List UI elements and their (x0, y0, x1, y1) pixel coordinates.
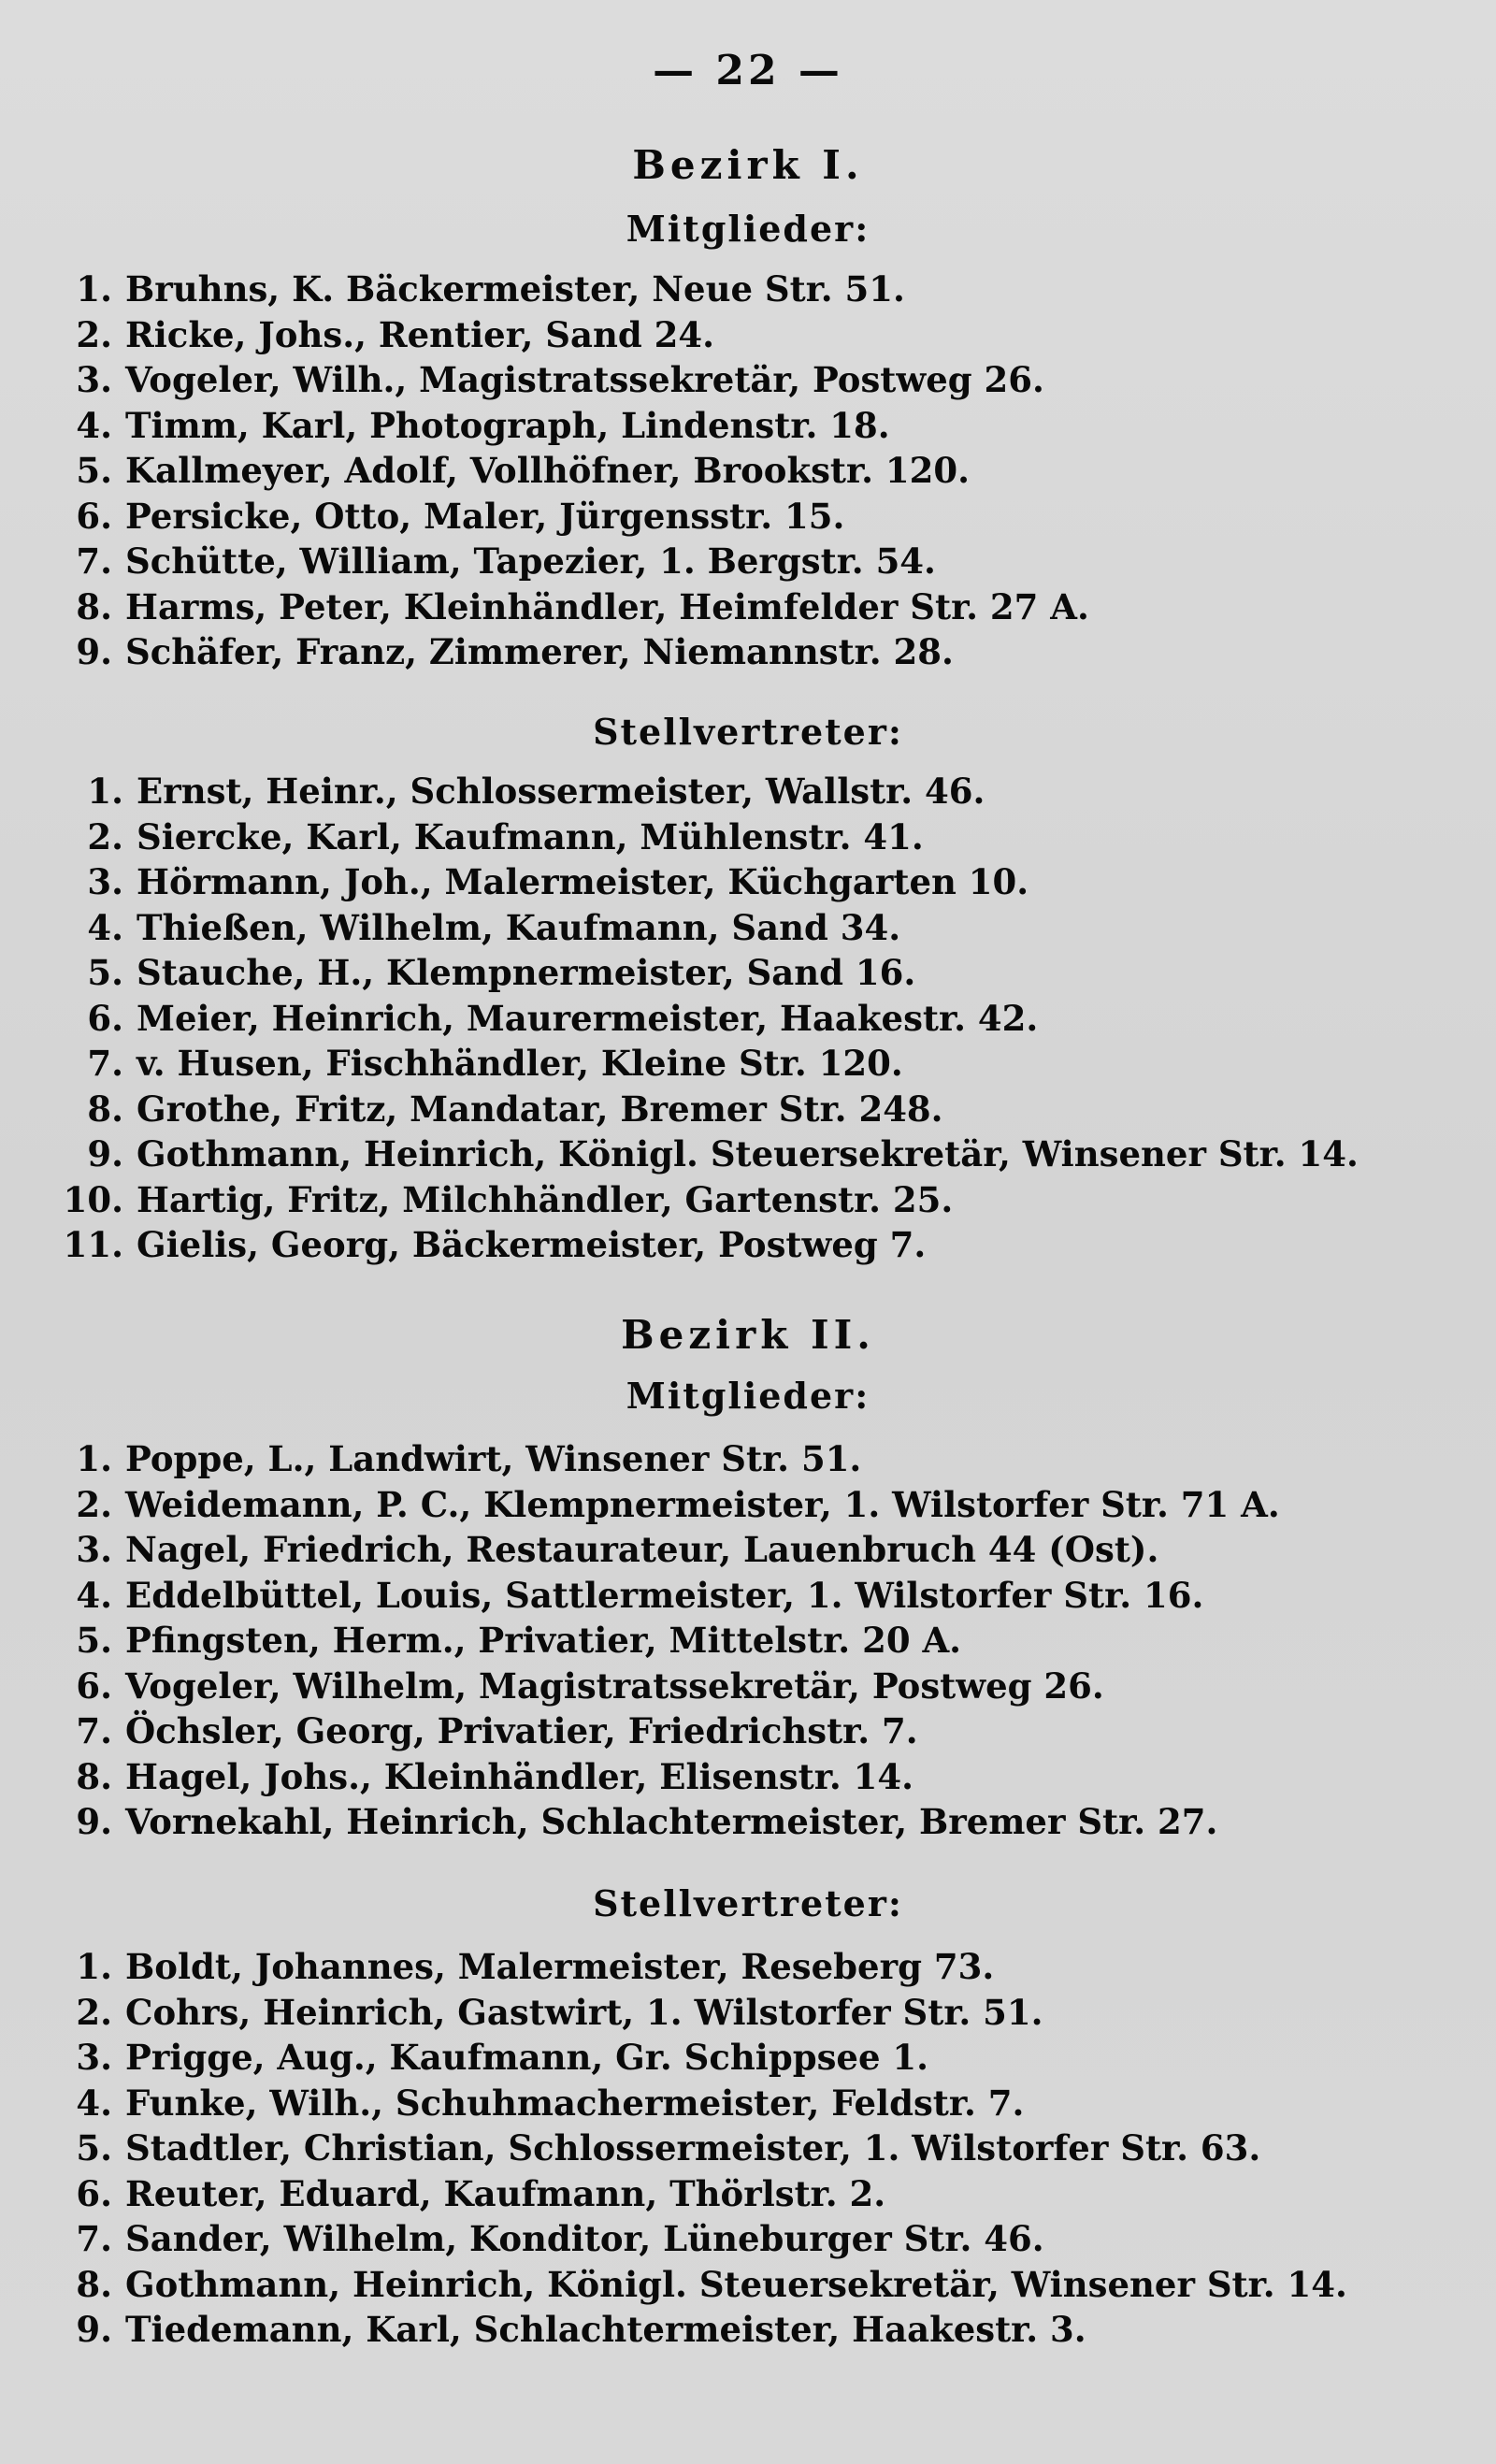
item-number: 1. (76, 1438, 112, 1479)
list-item (47, 357, 1089, 403)
item-text: Kallmeyer, Adolf, Vollhöfner, Brookstr. 120. (125, 450, 970, 491)
list-item (47, 1664, 1280, 1709)
list-item (47, 629, 1089, 675)
item-text: Thießen, Wilhelm, Kaufmann, Sand 34. (137, 906, 901, 948)
item-text: Timm, Karl, Photograph, Lindenstr. 18. (125, 404, 890, 446)
item-number: 2. (76, 313, 112, 355)
item-number: 2. (76, 1483, 112, 1525)
item-number: 6. (76, 1664, 112, 1707)
item-text: Meier, Heinrich, Maurermeister, Haakestr. 42. (137, 997, 1039, 1039)
list-item (47, 584, 1089, 630)
item-number: 5. (87, 952, 123, 993)
item-text: Sander, Wilhelm, Konditor, Lüneburger Str. 46. (125, 2218, 1044, 2259)
item-text: Ernst, Heinr., Schlossermeister, Wallstr. 46. (137, 771, 985, 812)
list-item (58, 996, 1359, 1042)
list-item (58, 1087, 1359, 1132)
item-number: 7. (87, 1043, 123, 1084)
item-text: Eddelbüttel, Louis, Sattlermeister, 1. Wilstorfer Str. 16. (125, 1574, 1204, 1616)
item-number: 9. (76, 631, 112, 672)
list-item (47, 2125, 1347, 2171)
item-text: Gothmann, Heinrich, Königl. Steuersekretär, Winsener Str. 14. (137, 1133, 1359, 1174)
list-item (58, 814, 1359, 860)
item-text: Funke, Wilh., Schuhmachermeister, Feldstr. 7. (125, 2082, 1025, 2124)
item-text: Reuter, Eduard, Kaufmann, Thörlstr. 2. (125, 2172, 886, 2214)
list-item (47, 1618, 1280, 1664)
item-text: Harms, Peter, Kleinhändler, Heimfelder Str. 27 A. (125, 585, 1089, 627)
item-text: Öchsler, Georg, Privatier, Friedrichstr. 7. (125, 1710, 918, 1751)
list-item (47, 494, 1089, 540)
item-text: Stadtler, Christian, Schlossermeister, 1. Wilstorfer Str. 63. (125, 2127, 1261, 2169)
item-number: 6. (76, 2172, 112, 2214)
item-number: 7. (76, 540, 112, 582)
list-item (58, 1222, 1359, 1268)
item-number: 5. (76, 1620, 112, 1661)
list-item (47, 2171, 1347, 2217)
bezirk-2-title: Bezirk II. (621, 1312, 875, 1358)
item-number: 9. (87, 1133, 123, 1174)
list-item (47, 1573, 1280, 1619)
list-item (58, 859, 1359, 905)
item-text: Gothmann, Heinrich, Königl. Steuersekretär, Winsener Str. 14. (125, 2263, 1347, 2305)
item-number: 6. (76, 495, 112, 537)
item-text: Siercke, Karl, Kaufmann, Mühlenstr. 41. (137, 815, 924, 857)
item-number: 8. (87, 1088, 123, 1130)
list-item (58, 905, 1359, 951)
bezirk-2-stellvertreter-list (47, 1944, 1347, 2353)
item-text: Vogeler, Wilh., Magistratssekretär, Postweg 26. (125, 359, 1044, 400)
item-number: 6. (87, 997, 123, 1039)
item-number: 2. (87, 815, 123, 857)
list-item (58, 950, 1359, 996)
item-text: Gielis, Georg, Bäckermeister, Postweg 7. (137, 1224, 927, 1265)
item-text: Schütte, William, Tapezier, 1. Bergstr. 54. (125, 540, 936, 582)
list-item (47, 2307, 1347, 2353)
item-number: 1. (76, 1946, 112, 1987)
item-text: Hörmann, Joh., Malermeister, Küchgarten 10. (137, 861, 1029, 902)
list-item (58, 1177, 1359, 1223)
bezirk-1-stellvertreter-list (58, 769, 1359, 1268)
item-number: 1. (87, 771, 123, 812)
list-item (47, 1799, 1280, 1845)
item-number: 5. (76, 450, 112, 491)
list-item (58, 1041, 1359, 1087)
list-item (47, 267, 1089, 312)
list-item (47, 2216, 1347, 2262)
item-text: Schäfer, Franz, Zimmerer, Niemannstr. 28. (125, 631, 954, 672)
item-number: 4. (76, 404, 112, 446)
item-number: 5. (76, 2127, 112, 2169)
item-number: 11. (63, 1224, 123, 1265)
list-item (47, 2262, 1347, 2308)
item-text: Weidemann, P. C., Klempnermeister, 1. Wilstorfer Str. 71 A. (125, 1483, 1280, 1525)
item-text: Prigge, Aug., Kaufmann, Gr. Schippsee 1. (125, 2037, 929, 2078)
bezirk-2-stellvertreter-heading: Stellvertreter: (593, 1882, 903, 1924)
item-number: 7. (76, 2218, 112, 2259)
list-item (47, 312, 1089, 358)
list-item (47, 1944, 1347, 1990)
item-text: Pfingsten, Herm., Privatier, Mittelstr. 20 A. (125, 1620, 962, 1661)
item-number: 8. (76, 1755, 112, 1797)
item-number: 2. (76, 1991, 112, 2033)
item-text: Stauche, H., Klempnermeister, Sand 16. (137, 952, 916, 993)
item-text: v. Husen, Fischhändler, Kleine Str. 120. (137, 1043, 903, 1084)
list-item (47, 448, 1089, 494)
item-number: 4. (87, 906, 123, 948)
list-item (47, 2081, 1347, 2126)
bezirk-1-stellvertreter-heading: Stellvertreter: (593, 711, 903, 753)
item-number: 4. (76, 2082, 112, 2124)
list-item (47, 403, 1089, 449)
item-text: Vogeler, Wilhelm, Magistratssekretär, Postweg 26. (125, 1664, 1104, 1707)
list-item (47, 1527, 1280, 1573)
list-item (58, 769, 1359, 814)
list-item (47, 1708, 1280, 1754)
item-number: 3. (76, 359, 112, 400)
item-text: Persicke, Otto, Maler, Jürgensstr. 15. (125, 495, 845, 537)
item-number: 3. (76, 1529, 112, 1570)
list-item (47, 1990, 1347, 2036)
item-text: Cohrs, Heinrich, Gastwirt, 1. Wilstorfer Str. 51. (125, 1991, 1043, 2033)
bezirk-2-mitglieder-heading: Mitglieder: (626, 1375, 870, 1417)
item-number: 10. (63, 1178, 123, 1220)
item-text: Tiedemann, Karl, Schlachtermeister, Haakestr. 3. (125, 2309, 1086, 2350)
item-text: Ricke, Johs., Rentier, Sand 24. (125, 313, 714, 355)
list-item (58, 1131, 1359, 1177)
list-item (47, 539, 1089, 584)
bezirk-1-mitglieder-heading: Mitglieder: (626, 208, 870, 250)
bezirk-1-mitglieder-list (47, 267, 1089, 675)
item-text: Nagel, Friedrich, Restaurateur, Lauenbruch 44 (Ost). (125, 1529, 1159, 1570)
item-number: 4. (76, 1574, 112, 1616)
bezirk-2-mitglieder-list (47, 1436, 1280, 1845)
item-text: Vornekahl, Heinrich, Schlachtermeister, Bremer Str. 27. (125, 1801, 1218, 1842)
item-text: Hartig, Fritz, Milchhändler, Gartenstr. 25. (137, 1178, 954, 1220)
item-text: Boldt, Johannes, Malermeister, Reseberg 73. (125, 1946, 995, 1987)
bezirk-1-title: Bezirk I. (632, 142, 864, 188)
item-number: 9. (76, 2309, 112, 2350)
item-number: 3. (87, 861, 123, 902)
list-item (47, 2035, 1347, 2081)
item-number: 3. (76, 2037, 112, 2078)
item-number: 7. (76, 1710, 112, 1751)
item-number: 8. (76, 2263, 112, 2305)
item-text: Grothe, Fritz, Mandatar, Bremer Str. 248. (137, 1088, 943, 1130)
list-item (47, 1482, 1280, 1528)
item-number: 8. (76, 585, 112, 627)
page-number: — 22 — (653, 47, 843, 94)
item-text: Hagel, Johs., Kleinhändler, Elisenstr. 14. (125, 1755, 913, 1797)
item-number: 1. (76, 268, 112, 310)
list-item (47, 1754, 1280, 1800)
item-number: 9. (76, 1801, 112, 1842)
item-text: Poppe, L., Landwirt, Winsener Str. 51. (125, 1438, 862, 1479)
list-item (47, 1436, 1280, 1482)
item-text: Bruhns, K. Bäckermeister, Neue Str. 51. (125, 268, 905, 310)
